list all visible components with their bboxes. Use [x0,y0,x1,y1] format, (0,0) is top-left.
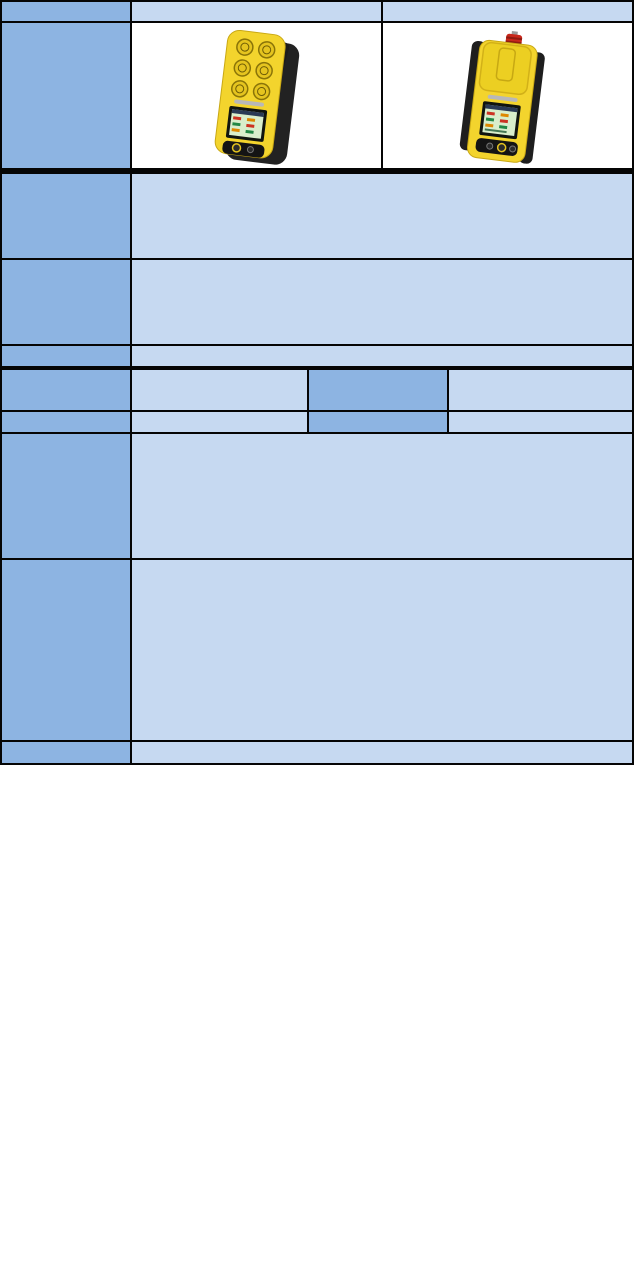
design-standards-row [2,174,632,258]
data-storage-value [132,434,632,558]
sensor-life-label [2,412,130,432]
design-standards-value [132,174,632,258]
sensor-life-value [132,412,307,432]
temp-humidity-value [449,370,632,410]
exec-standards-row [2,260,632,344]
temp-humidity-label [309,370,447,410]
iot-platform-label [2,560,130,740]
sga-606b-pump-detector-image [408,27,608,165]
data-storage-row [2,434,632,558]
sketch-label [2,23,130,168]
sketch-row [2,23,632,168]
exec-standards-label [2,260,130,344]
data-storage-label [2,434,130,558]
accessories-row [2,742,632,763]
sga-606a-diffusion-detector-image [157,27,357,165]
display-contents-row [2,346,632,366]
accessories-value [132,742,632,763]
alarm-signal-value [132,370,307,410]
design-standards-label [2,174,130,258]
drop-alarm-value [449,412,632,432]
header-row [2,2,632,21]
display-contents-value [132,346,632,366]
exec-standards-value [132,260,632,344]
iot-platform-value [132,560,632,740]
display-contents-label [2,346,130,366]
device-a-image-cell [132,23,381,168]
header-series-a [132,2,381,21]
iot-platform-row [2,560,632,740]
accessories-label [2,742,130,763]
header-series-b [383,2,632,21]
device-b-image-cell [383,23,632,168]
sensor-life-row [2,412,632,432]
alarm-signal-label [2,370,130,410]
alarm-signal-row [2,370,632,410]
drop-alarm-label [309,412,447,432]
header-product-model-label [2,2,130,21]
